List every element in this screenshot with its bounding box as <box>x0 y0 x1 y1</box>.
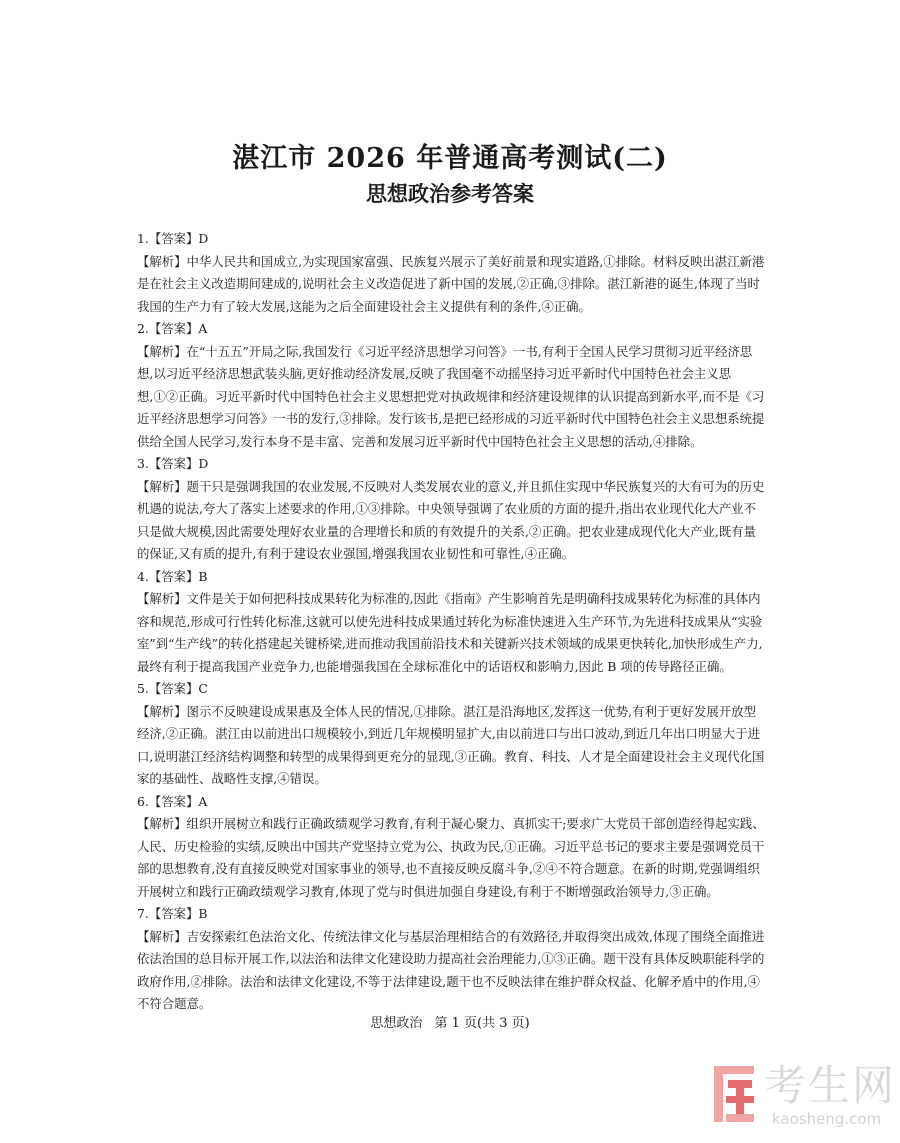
answer-list <box>137 228 767 1016</box>
question-answer: 4.【答案】B <box>137 568 208 584</box>
question-answer: 1.【答案】D <box>137 231 209 246</box>
question-answer: 7.【答案】B <box>137 906 208 921</box>
question-explanation: 【解析】吉安探索红色法治文化、传统法律文化与基层治理相结合的有效路径,并取得突出成效,体现了围绕全面推进依法治国的总目标开展工作,以法治和法律文化建设助力提高社会治理能力,①③正确。题干没有具体反映职能科学的政府作用,②排除。法治和法律文化建设,不等于法律建设,题干也不反映法律在维护群众权益、化解矛盾中的作用,④不符合题意。 <box>137 928 765 1011</box>
question-explanation: 【解析】在“十五五”开局之际,我国发行《习近平经济思想学习问答》一书,有利于全国人民学习贯彻习近平经济思想,以习近平经济思想武装头脑,更好推动经济发展,反映了我国毫不动摇坚持习近平新时代中国特色社会主义思想,①②正确。习近平新时代中国特色社会主义思想把党对执政规律和经济建设规律的认识提高到新水平,而不是《习近平经济思想学习问答》一书的发行,③排除。发行该书,是把已经形成的习近平新时代中国特色社会主义思想系统提供给全国人民学习,发行本身不是丰富、完善和发展习近平新时代中国特色社会主义思想的活动,④排除。 <box>137 343 765 449</box>
watermark-logo-icon <box>712 1064 756 1124</box>
footer-subject: 思想政治 <box>370 1016 423 1031</box>
question-answer: 5.【答案】C <box>137 681 208 696</box>
watermark <box>712 1060 897 1135</box>
question-explanation: 【解析】图示不反映建设成果惠及全体人民的情况,①排除。湛江是沿海地区,发挥这一优势,有利于更好发展开放型经济,②正确。湛江由以前进出口规模较小,到近几年规模明显扩大,由以前进口与出口波动,到近几年出口明显大于进口,说明湛江经济结构调整和转型的成果得到更充分的显现,③正确。教育、科技、人才是全面建设社会主义现代化国家的基础性、战略性支撑,④错误。 <box>137 703 765 786</box>
question-explanation: 【解析】中华人民共和国成立,为实现国家富强、民族复兴展示了美好前景和现实道路,①排除。材料反映出湛江新港是在社会主义改造期间建成的,说明社会主义改造促进了新中国的发展,②正确,③排除。湛江新港的诞生,体现了当时我国的生产力有了较大发展,这能为之后全面建设社会主义提供有利的条件,④正确。 <box>137 253 765 314</box>
question-answer: 6.【答案】A <box>137 793 208 809</box>
question-answer: 2.【答案】A <box>137 321 208 336</box>
document-subtitle: 思想政治参考答案 <box>366 182 534 206</box>
question-answer: 3.【答案】D <box>137 456 209 471</box>
page-footer <box>0 1014 900 1034</box>
watermark-url: kaosheng.com <box>772 1110 882 1128</box>
question-item <box>137 566 767 679</box>
question-explanation: 【解析】组织开展树立和践行正确政绩观学习教育,有利于凝心聚力、真抓实干;要求广大党员干部创造经得起实践、人民、历史检验的实绩,反映出中国共产党坚持立党为公、执政为民,①正确。习近平总书记的要求主要是强调党员干部的思想教育,没有直接反映党对国家事业的领导,也不直接反映反腐斗争,②④不符合题意。在新的时期,党强调组织开展树立和践行正确政绩观学习教育,体现了党与时俱进加强自身建设,有利于不断增强政治领导力,③正确。 <box>137 816 765 899</box>
question-item <box>137 678 767 791</box>
question-item <box>137 903 767 1016</box>
question-item <box>137 791 767 904</box>
question-item <box>137 453 767 566</box>
question-explanation: 【解析】题干只是强调我国的农业发展,不反映对人类发展农业的意义,并且抓住实现中华民族复兴的大有可为的历史机遇的说法,夸大了落实上述要求的作用,①③排除。中央领导强调了农业质的方面的提升,指出农业现代化大产业不只是做大规模,因此需要处理好农业量的合理增长和质的有效提升的关系,②正确。把农业建成现代化大产业,既有量的保证,又有质的提升,有利于建设农业强国,增强我国农业韧性和可靠性,④正确。 <box>137 478 765 561</box>
question-item <box>137 228 767 318</box>
footer-page-number: 第 1 页(共 3 页) <box>434 1016 530 1031</box>
watermark-name: 考生网 <box>764 1061 897 1110</box>
question-item <box>137 318 767 453</box>
document-title: 湛江市 2026 年普通高考测试(二) <box>232 143 668 174</box>
question-explanation: 【解析】文件是关于如何把科技成果转化为标准的,因此《指南》产生影响首先是明确科技成果转化为标准的具体内容和规范,形成可行性转化标准,这就可以使先进科技成果通过转化为标准快速进入生产环节,为先进科技成果从“实验室”到“生产线”的转化搭建起关键桥梁,进而推动我国前沿技术和关键新兴技术领域的成果更快转化,加快形成生产力,最终有利于提高我国产业竞争力,也能增强我国在全球标准化中的话语权和影响力,因此 B 项的传导路径正确。 <box>137 591 763 674</box>
